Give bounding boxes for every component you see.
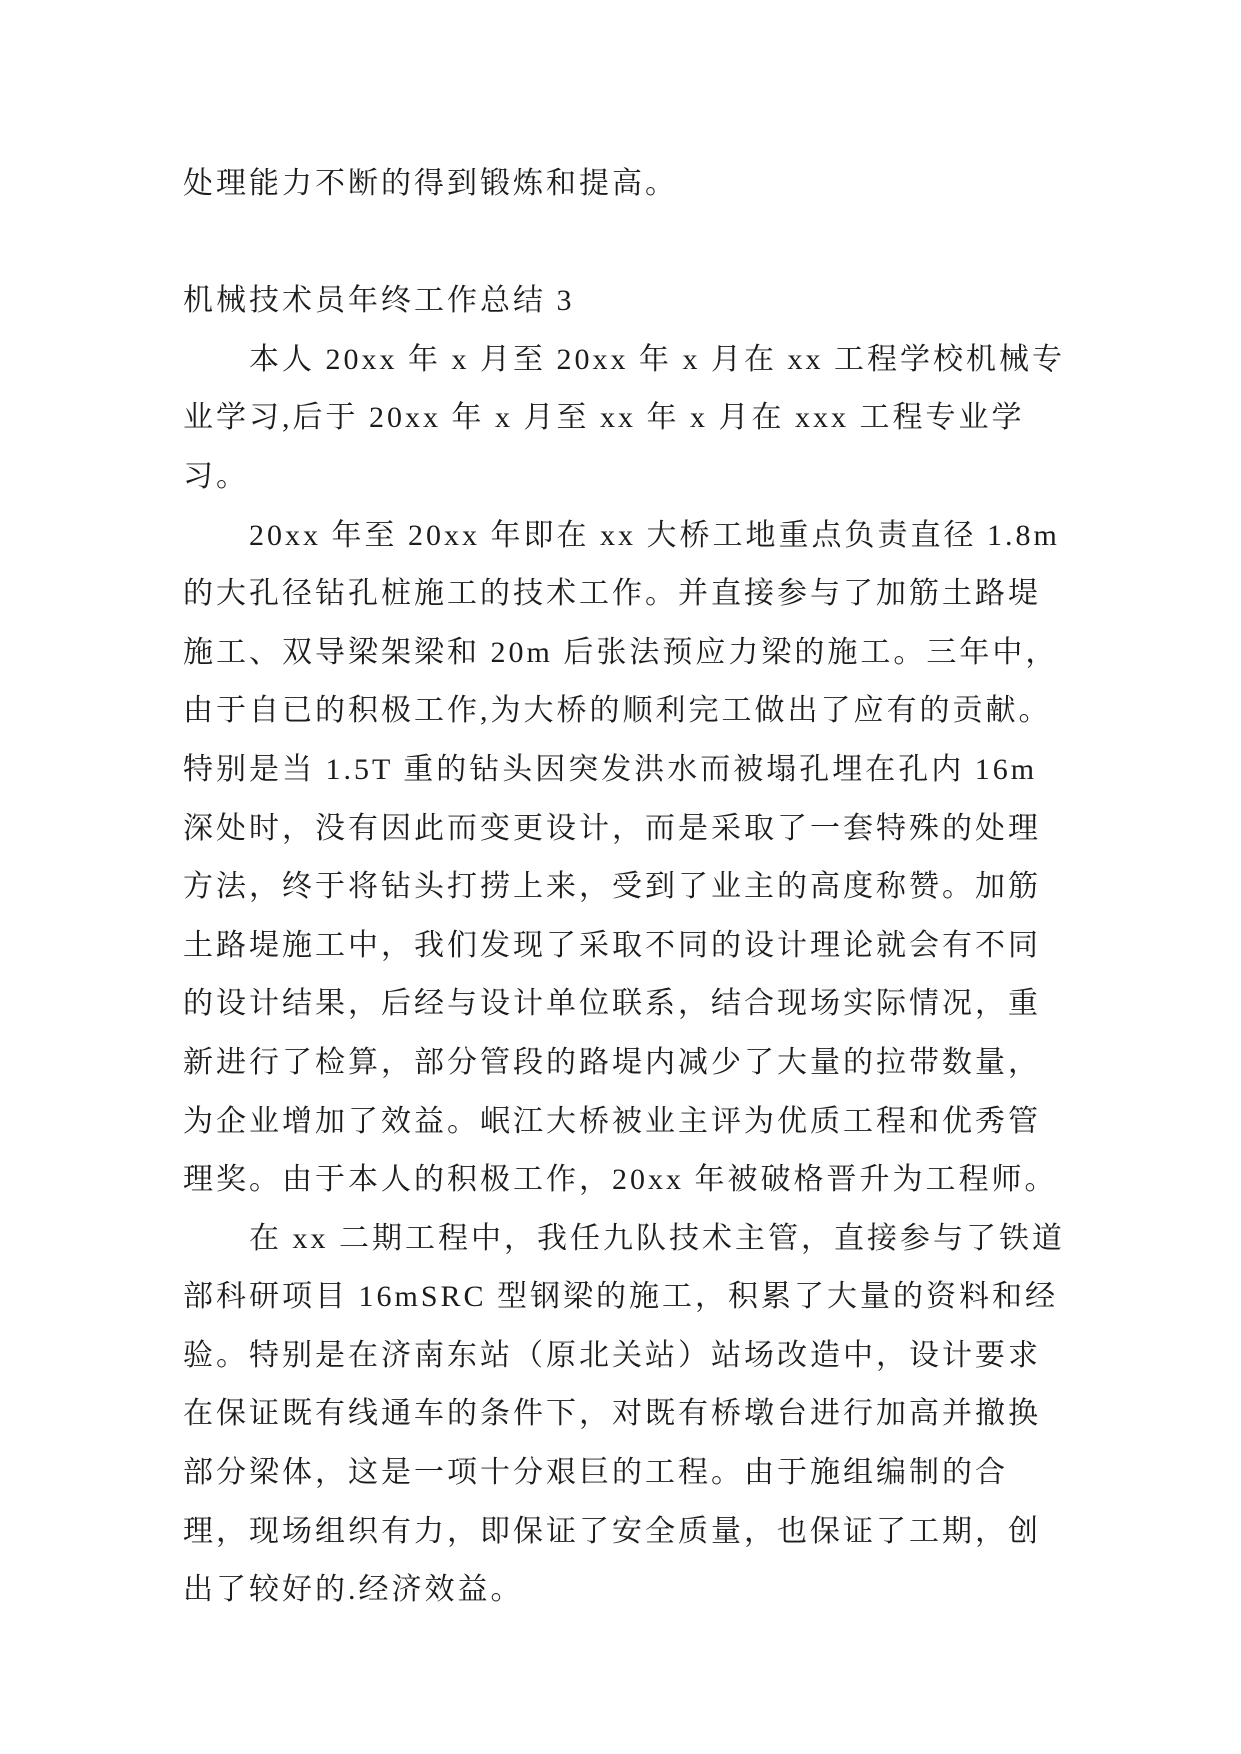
body-paragraph-phase2-work: 在 xx 二期工程中，我任九队技术主管，直接参与了铁道部科研项目 16mSRC 型钢梁的施工，积累了大量的资料和经验。特别是在济南东站（原北关站）站场改造中，设计要求在保证既有线通车的条件下，对既有桥墩台进行加高并撤换部分梁体，这是一项十分艰巨的工程。由于施组编制的合理，现场组织有力，即保证了安全质量，也保证了工期，创出了较好的.经济效益。 bbox=[183, 1221, 1065, 1607]
section-heading: 机械技术员年终工作总结 3 bbox=[183, 284, 575, 318]
paragraph-previous-tail: 处理能力不断的得到锻炼和提高。 bbox=[183, 167, 678, 200]
body-paragraph-education: 本人 20xx 年 x 月至 20xx 年 x 月在 xx 工程学校机械专业学习,后于 20xx 年 x 月至 xx 年 x 月在 xxx 工程专业学习。 bbox=[183, 342, 1065, 493]
body-paragraph-bridge-work: 20xx 年至 20xx 年即在 xx 大桥工地重点负责直径 1.8m 的大孔径钻孔桩施工的技术工作。并直接参与了加筋土路堤施工、双导梁架梁和 20m 后张法预应力梁的施工。三年中，由于自已的积极工作,为大桥的顺利完工做出了应有的贡献。特别是当 1.5T 重的钻头因突发洪水而被塌孔埋在孔内 16m 深处时，没有因此而变更设计，而是采取了一套特殊的处理方法，终于将钻头打捞上来，受到了业主的高度称赞。加筋土路堤施工中，我们发现了采取不同的设计理论就会有不同的设计结果，后经与设计单位联系，结合现场实际情况，重新进行了检算，部分管段的路堤内减少了大量的拉带数量，为企业增加了效益。岷江大桥被业主评为优质工程和优秀管理奖。由于本人的积极工作，20xx 年被破格晋升为工程师。 bbox=[183, 518, 1060, 1197]
